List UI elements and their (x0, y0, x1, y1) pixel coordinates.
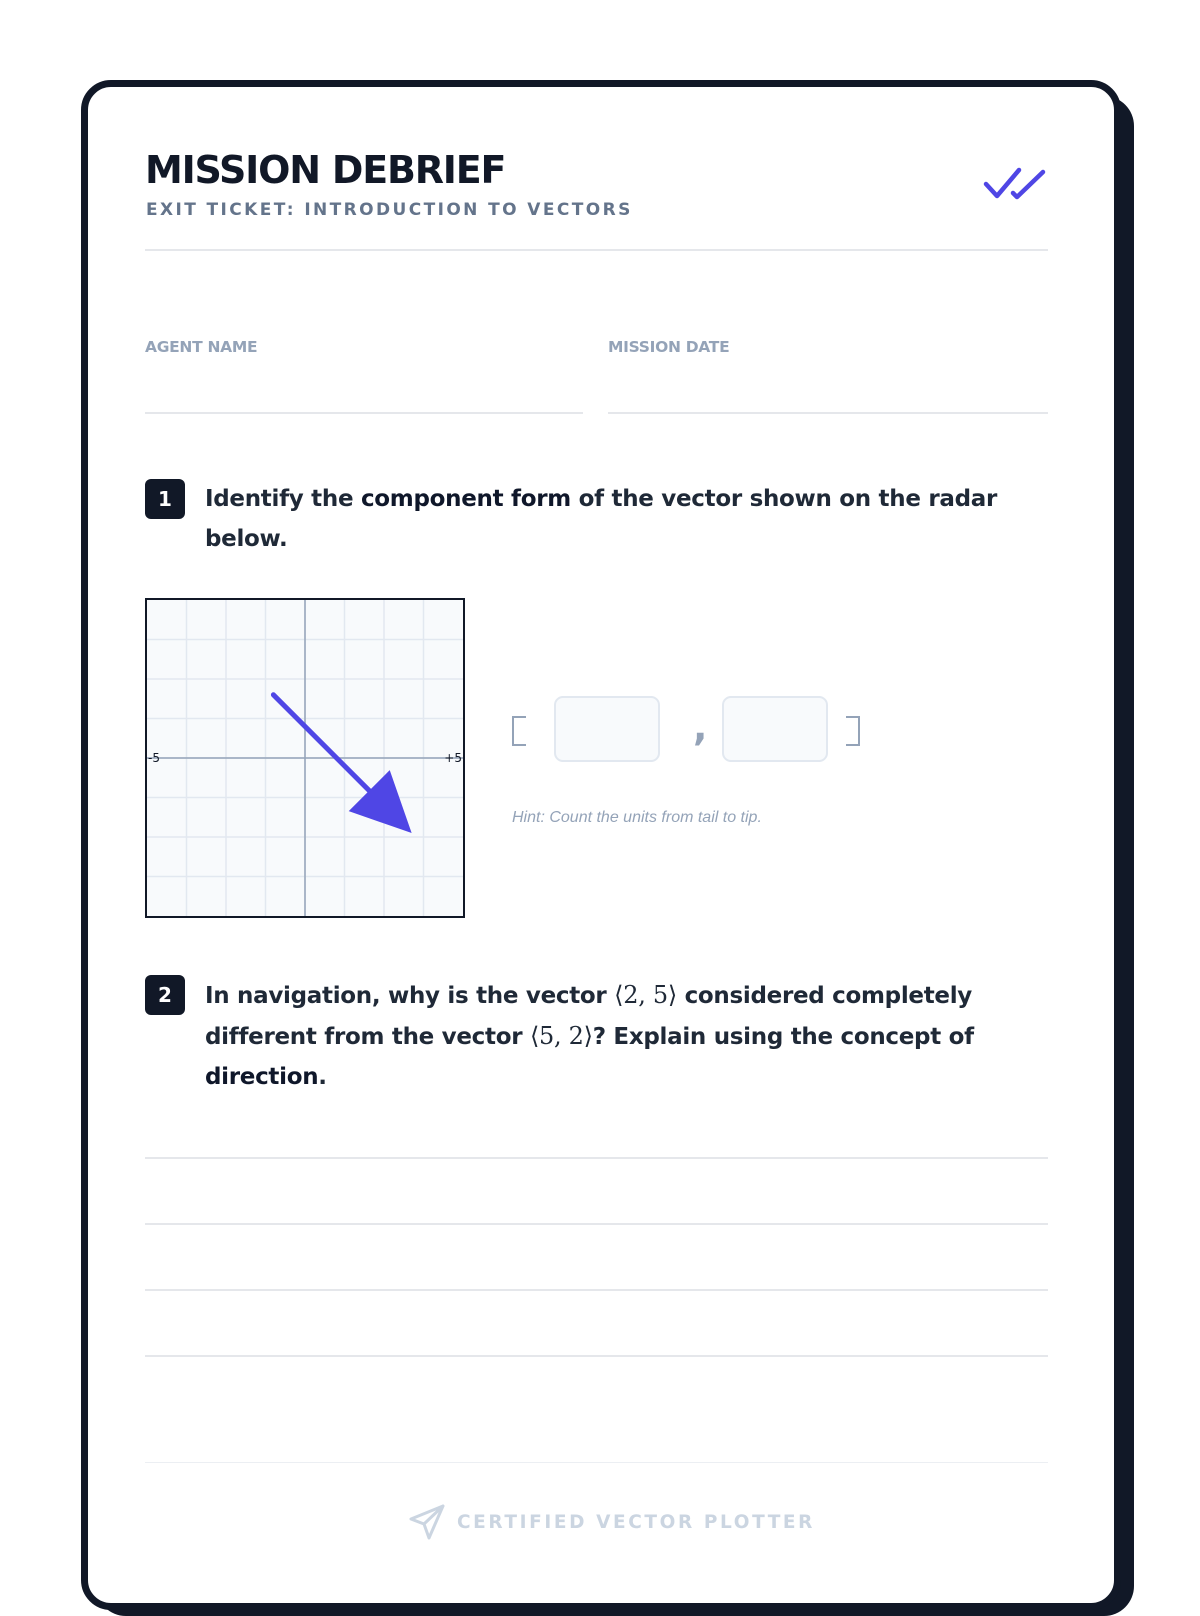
footer-text: CERTIFIED VECTOR PLOTTER (457, 1512, 816, 1533)
answer-line[interactable] (145, 1289, 1048, 1291)
axis-max-label: +5 (444, 751, 462, 765)
y-component-input[interactable] (722, 696, 828, 762)
agent-name-label: AGENT NAME (145, 338, 258, 356)
axis-min-label: -5 (148, 751, 160, 765)
left-angle-bracket (512, 716, 526, 746)
footer-divider (145, 1462, 1048, 1463)
mission-date-field[interactable] (608, 412, 1048, 414)
vector-shaft (273, 695, 372, 794)
question-1-number: 1 (145, 479, 185, 519)
page-subtitle: EXIT TICKET: INTRODUCTION TO VECTORS (146, 200, 633, 220)
double-check-icon (983, 164, 1049, 204)
answer-line[interactable] (145, 1355, 1048, 1357)
vector-radar-grid (145, 598, 465, 918)
x-component-input[interactable] (554, 696, 660, 762)
page-title: MISSION DEBRIEF (145, 148, 506, 192)
hint-text: Hint: Count the units from tail to tip. (512, 809, 762, 826)
header-divider (145, 249, 1048, 251)
question-2-text: In navigation, why is the vector ⟨2, 5⟩ considered completely different from the vector ⟨5, 2⟩? Explain using the concept of direction. (205, 981, 974, 1090)
question-1-text: Identify the component form of the vector shown on the radar below. (205, 486, 998, 552)
paper-plane-icon (408, 1503, 446, 1541)
exit-ticket-card (81, 80, 1121, 1610)
mission-date-label: MISSION DATE (608, 338, 730, 356)
answer-line[interactable] (145, 1223, 1048, 1225)
question-2-number: 2 (145, 975, 185, 1015)
right-angle-bracket (846, 716, 860, 746)
agent-name-field[interactable] (145, 412, 583, 414)
answer-line[interactable] (145, 1157, 1048, 1159)
comma-separator: , (693, 705, 708, 749)
